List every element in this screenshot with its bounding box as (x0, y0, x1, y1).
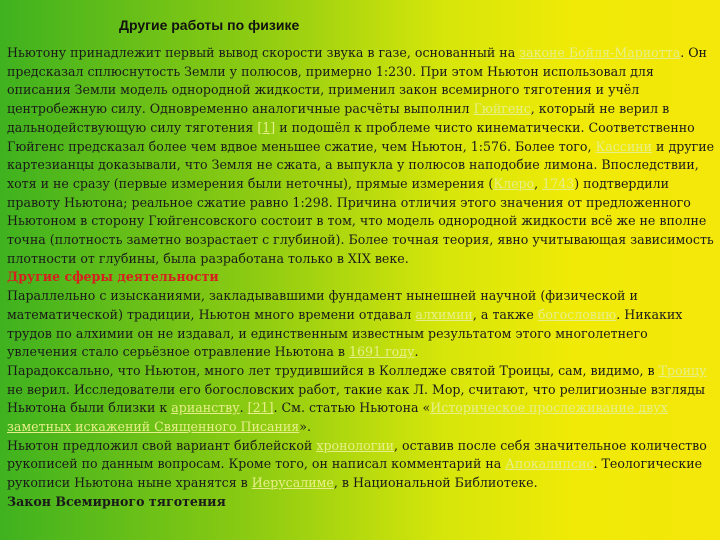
text-run: Ньютону принадлежит первый вывод скорости звука в газе, основанный на (7, 45, 520, 60)
text-run: Ньютон предложил свой вариант библейской (7, 437, 317, 453)
link-boyle-mariotte[interactable]: законе Бойля-Мариотта (519, 45, 681, 60)
link-cassini[interactable]: Кассини (595, 138, 653, 154)
text-run: , (534, 175, 543, 191)
text-run: . Никаких трудов по алхимии он не издавал, и единственным известным результатом этого многолетнего увлечения стало серьёзное отравление Ньютона в (7, 306, 683, 360)
text-run: . См. статью Ньютона « (273, 400, 431, 416)
paragraph-alchemy (7, 287, 715, 362)
text-run: и другие картезианцы доказывали, что Земля не сжата, а выпукла у полюсов наподобие лимона. Впоследствии, хотя и не сразу (первые измерения были неточны), прямые измерения ( (7, 138, 715, 191)
text-run: Параллельно с изысканиями, закладывавшими фундамент нынешней научной (физической и математической) традиции, Ньютон много времени отдавал (7, 288, 638, 322)
link-1743[interactable]: 1743 (542, 175, 575, 191)
link-trinity[interactable]: Троицу (658, 362, 707, 378)
text-run: ». (299, 419, 311, 435)
text-run: . Он предсказал сплюснутость Земли у полюсов, примерно 1:230. При этом Ньютон использовал для описания Земли модель однородной жидкости, применил закон всемирного тяготения и учёл центробежную силу. Одновременно аналогичные расчёты выполнил (7, 45, 707, 117)
text-run: , оставив после себя значительное количество рукописей по данным вопросам. Кроме того, он написал комментарий на (7, 437, 707, 472)
paragraph-physics (7, 44, 715, 268)
slide-body (7, 44, 715, 512)
slide-title: Другие работы по физике (119, 17, 300, 33)
text-run: не верил. Исследователи его богословских работ, такие как Л. Мор, считают, что религиозные взгляды Ньютона были близки к (7, 381, 706, 416)
link-apocalypse[interactable]: Апокалипсис (505, 456, 594, 472)
link-clairaut[interactable]: Клеро (493, 175, 535, 191)
link-historical-account[interactable]: Историческое прослеживание двух заметных искажений Священного Писания (7, 400, 668, 435)
link-alchemy[interactable]: алхимии (415, 306, 473, 322)
section-heading-other-activities: Другие сферы деятельности (7, 269, 219, 285)
text-run: и подошёл к проблеме чисто кинематически. Соответственно Гюйгенс предсказал более чем вдвое меньшее сжатие, чем Ньютон, 1:576. Более того, (7, 119, 695, 154)
link-jerusalem[interactable]: Иерусалиме (251, 475, 334, 491)
section-heading-gravitation: Закон Всемирного тяготения (7, 493, 226, 509)
link-chronology[interactable]: хронологии (316, 437, 395, 453)
footnote-link-21[interactable]: [21] (247, 400, 274, 416)
footnote-link-1[interactable]: [1] (257, 119, 276, 135)
text-run: . (239, 400, 248, 416)
text-run: . Теологические рукописи Ньютона ныне хранятся в (7, 456, 703, 491)
text-run: ) подтвердили правоту Ньютона; реальное сжатие равно 1:298. Причина отличия этого значения от предложенного Ньютоном в сторону Гюйгенсовского состоит в том, что модель однородной жидкости всё же не вполне точна (плотность заметно возрастает с глубиной). Более точная теория, явно учитывающая зависимость плотности от глубины, была разработана только в XIX веке. (7, 175, 714, 266)
link-1691[interactable]: 1691 году (349, 344, 415, 360)
link-theology[interactable]: богословию (537, 306, 617, 322)
link-huygens[interactable]: Гюйгенс (473, 101, 531, 117)
paragraph-trinity (7, 362, 715, 437)
text-run: , в Национальной Библиотеке. (333, 475, 538, 491)
text-run: , а также (472, 306, 538, 322)
link-arianism[interactable]: арианству (171, 400, 240, 416)
text-run: , который не верил в дальнодействующую силу тяготения (7, 101, 670, 135)
text-run: Парадоксально, что Ньютон, много лет трудившийся в Колледже святой Троицы, сам, видимо, в (7, 362, 659, 378)
paragraph-chronology (7, 437, 715, 493)
text-run: . (414, 344, 419, 360)
